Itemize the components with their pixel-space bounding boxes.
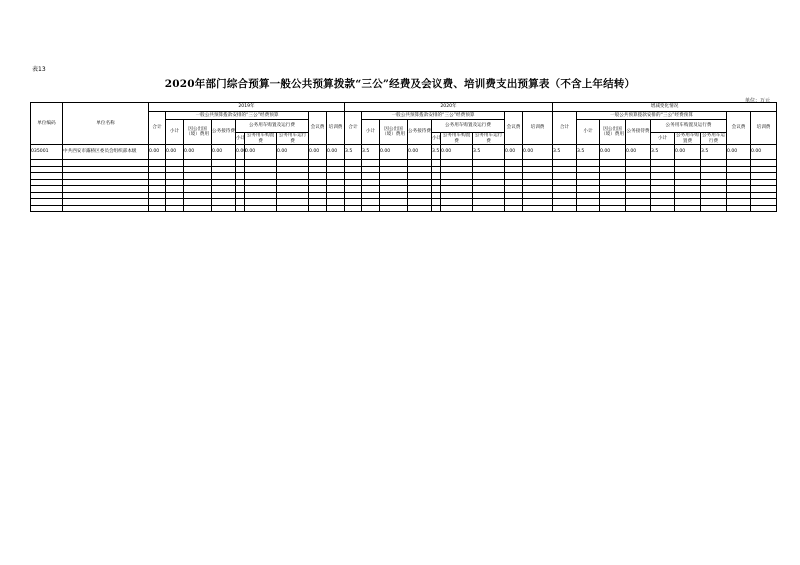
empty-cell xyxy=(675,205,701,212)
2019-vehicle-running-header: 公务用车运行费 xyxy=(277,133,309,145)
cell-value: 0.00 xyxy=(236,145,245,160)
empty-cell xyxy=(600,205,626,212)
cell-value: 0.00 xyxy=(626,145,651,160)
col-unit-name: 单位名称 xyxy=(63,103,149,145)
cell-value: 3.5 xyxy=(553,145,577,160)
empty-table-row xyxy=(31,205,777,212)
empty-cell xyxy=(727,205,751,212)
empty-cell xyxy=(505,205,523,212)
table-row xyxy=(31,145,777,160)
change-subtotal-header: 小计 xyxy=(577,120,600,145)
empty-cell xyxy=(577,205,600,212)
table-number-label: 表13 xyxy=(32,66,46,73)
cell-value: 3.5 xyxy=(577,145,600,160)
empty-cell xyxy=(362,205,380,212)
empty-cell xyxy=(432,205,441,212)
empty-cell xyxy=(473,205,505,212)
2019-abroad-header: 因公出国（境）费用 xyxy=(184,120,212,145)
cell-value: 0.00 xyxy=(309,145,327,160)
empty-cell xyxy=(166,205,184,212)
2019-vehicle-subtotal-header: 小计 xyxy=(236,133,245,145)
2019-vehicle-header: 公务用车购置及运行费 xyxy=(236,120,309,133)
group-change: 增减变化情况 xyxy=(553,103,777,112)
empty-cell xyxy=(441,205,473,212)
table-body xyxy=(31,145,777,212)
empty-cell xyxy=(63,205,149,212)
cell-value: 0.00 xyxy=(600,145,626,160)
group-2019: 2019年 xyxy=(149,103,345,112)
cell-unit-code: 035001 xyxy=(31,145,63,160)
2020-meeting-header: 会议费 xyxy=(505,112,523,145)
empty-cell xyxy=(327,205,345,212)
empty-cell xyxy=(626,205,651,212)
change-vehicle-purchase-header: 公务用车购置费 xyxy=(676,133,699,144)
empty-cell xyxy=(523,205,553,212)
col-unit-code: 单位编码 xyxy=(31,103,63,145)
empty-cell xyxy=(277,205,309,212)
2020-subtotal-header: 小计 xyxy=(362,120,380,145)
2019-meeting-header: 会议费 xyxy=(309,112,327,145)
empty-cell xyxy=(651,205,675,212)
cell-value: 0.00 xyxy=(675,145,701,160)
cell-value: 0.00 xyxy=(245,145,277,160)
2020-abroad-header: 因公出国（境）费用 xyxy=(380,120,408,145)
group-2020: 2020年 xyxy=(345,103,553,112)
2020-total-header: 合计 xyxy=(345,112,362,145)
2020-vehicle-header: 公务用车购置及运行费 xyxy=(432,120,505,133)
cell-value: 0.00 xyxy=(166,145,184,160)
empty-cell xyxy=(31,205,63,212)
cell-unit-name: 中共西安市灞桥区委员会组织部本级 xyxy=(63,145,149,160)
cell-value: 3.5 xyxy=(701,145,727,160)
empty-cell xyxy=(149,205,166,212)
2020-vehicle-purchase-header: 公务用车购置费 xyxy=(441,133,473,145)
change-vehicle-header: 公务用车购置及运行费 xyxy=(651,120,727,133)
cell-value: 0.00 xyxy=(212,145,236,160)
cell-value: 3.5 xyxy=(345,145,362,160)
2020-training-header: 培训费 xyxy=(523,112,553,145)
empty-cell xyxy=(212,205,236,212)
2019-sangong-header: 一般公共预算拨款安排的“三公”经费预算 xyxy=(166,112,309,120)
cell-value: 0.00 xyxy=(505,145,523,160)
empty-cell xyxy=(309,205,327,212)
budget-table xyxy=(30,102,777,212)
cell-value: 3.5 xyxy=(473,145,505,160)
change-abroad-header: 因公出国（境）费用 xyxy=(600,120,626,145)
empty-cell xyxy=(701,205,727,212)
2019-total-header: 合计 xyxy=(149,112,166,145)
cell-value: 0.00 xyxy=(149,145,166,160)
empty-cell xyxy=(751,205,777,212)
budget-table-container xyxy=(30,102,774,212)
cell-value: 3.5 xyxy=(432,145,441,160)
cell-value: 0.00 xyxy=(277,145,309,160)
2019-vehicle-purchase-header: 公务用车购置费 xyxy=(245,133,277,145)
cell-value: 0.00 xyxy=(523,145,553,160)
empty-cell xyxy=(380,205,408,212)
empty-cell xyxy=(184,205,212,212)
change-total-header: 合计 xyxy=(553,112,577,145)
change-reception-header: 公务接待费 xyxy=(626,120,651,145)
2020-vehicle-running-header: 公务用车运行费 xyxy=(473,133,505,145)
cell-value: 3.5 xyxy=(362,145,380,160)
change-meeting-header: 会议费 xyxy=(727,112,751,145)
cell-value: 0.00 xyxy=(727,145,751,160)
empty-cell xyxy=(236,205,245,212)
2020-reception-header: 公务接待费 xyxy=(408,120,432,145)
cell-value: 0.00 xyxy=(408,145,432,160)
cell-value: 0.00 xyxy=(327,145,345,160)
unit-label: 单位：万元 xyxy=(744,98,770,104)
empty-cell xyxy=(345,205,362,212)
empty-cell xyxy=(553,205,577,212)
empty-cell xyxy=(408,205,432,212)
change-vehicle-running-header: 公务用车运行费 xyxy=(702,133,725,144)
2019-subtotal-header: 小计 xyxy=(166,120,184,145)
change-sangong-header: 一般公共预算拨款安排的“三公”经费预算 xyxy=(577,112,727,120)
change-training-header: 培训费 xyxy=(751,112,777,145)
cell-value: 0.00 xyxy=(751,145,777,160)
cell-value: 0.00 xyxy=(184,145,212,160)
2020-sangong-header: 一般公共预算拨款安排的“三公”经费预算 xyxy=(362,112,505,120)
empty-cell xyxy=(245,205,277,212)
2019-reception-header: 公务接待费 xyxy=(212,120,236,145)
document-title: 2020年部门综合预算一般公共预算拨款“三公”经费及会议费、培训费支出预算表（不含上年结转） xyxy=(164,78,636,90)
cell-value: 3.5 xyxy=(651,145,675,160)
cell-value: 0.00 xyxy=(380,145,408,160)
2019-training-header: 培训费 xyxy=(327,112,345,145)
2020-vehicle-subtotal-header: 小计 xyxy=(432,133,441,145)
cell-value: 0.00 xyxy=(441,145,473,160)
change-vehicle-subtotal-header: 小计 xyxy=(651,133,675,145)
